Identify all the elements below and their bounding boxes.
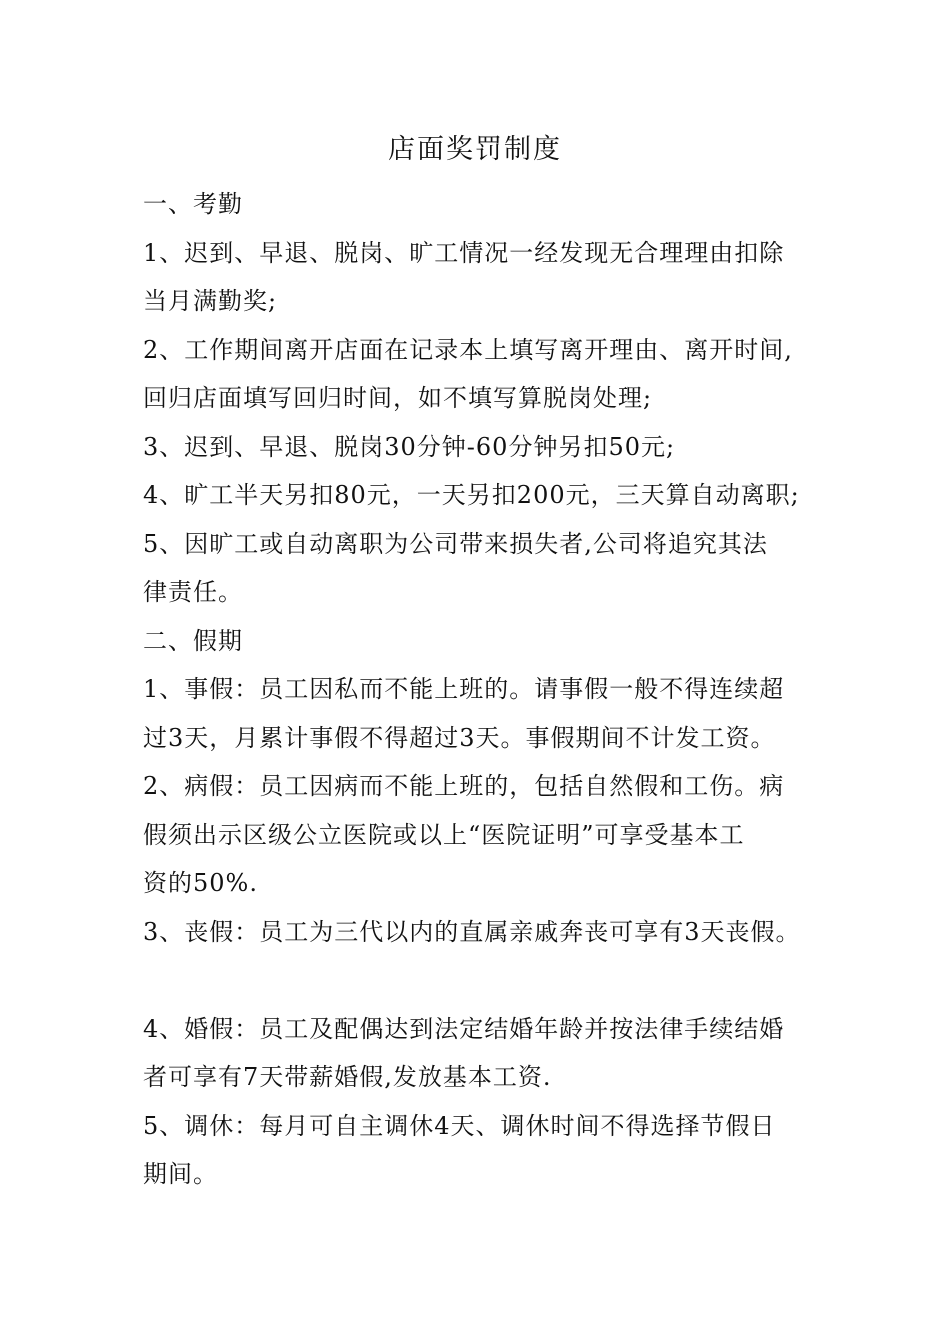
attendance-rule-1-line-1: 1、迟到、早退、脱岗、旷工情况一经发现无合理理由扣除 xyxy=(143,238,785,267)
attendance-rule-3: 3、迟到、早退、脱岗30分钟-60分钟另扣50元; xyxy=(143,432,676,461)
blank-line xyxy=(143,956,823,1005)
leave-rule-5-line-1: 5、调休：每月可自主调休4天、调休时间不得选择节假日 xyxy=(143,1111,776,1140)
section-heading-attendance: 一、考勤 xyxy=(143,190,243,218)
attendance-rule-4: 4、旷工半天另扣80元，一天另扣200元，三天算自动离职; xyxy=(143,481,800,509)
leave-rule-1-line-1: 1、事假：员工因私而不能上班的。请事假一般不得连续超 xyxy=(143,675,785,703)
attendance-rule-5-line-2: 律责任。 xyxy=(143,578,243,606)
attendance-rule-1-line-2: 当月满勤奖; xyxy=(143,287,278,315)
leave-rule-2-line-2: 假须出示区级公立医院或以上“医院证明”可享受基本工 xyxy=(143,820,745,849)
section-heading-leave: 二、假期 xyxy=(143,626,243,655)
attendance-rule-5-line-1: 5、因旷工或自动离职为公司带来损失者,公司将追究其法 xyxy=(143,529,768,558)
leave-rule-3: 3、丧假：员工为三代以内的直属亲戚奔丧可享有3天丧假。 xyxy=(143,917,801,946)
leave-rule-1-line-2: 过3天，月累计事假不得超过3天。事假期间不计发工资。 xyxy=(143,723,776,752)
leave-rule-4-line-2: 者可享有7天带薪婚假,发放基本工资. xyxy=(143,1063,552,1091)
leave-rule-2-line-3: 资的50%. xyxy=(143,869,258,897)
leave-rule-2-line-1: 2、病假：员工因病而不能上班的，包括自然假和工伤。病 xyxy=(143,772,785,800)
attendance-rule-2-line-2: 回归店面填写回归时间，如不填写算脱岗处理; xyxy=(143,384,653,412)
document-body xyxy=(143,180,823,1199)
leave-rule-4-line-1: 4、婚假：员工及配偶达到法定结婚年龄并按法律手续结婚 xyxy=(143,1014,785,1043)
attendance-rule-2-line-1: 2、工作期间离开店面在记录本上填写离开理由、离开时间, xyxy=(143,335,793,364)
leave-rule-5-line-2: 期间。 xyxy=(143,1160,218,1188)
document-title: 店面奖罚制度 xyxy=(388,134,562,165)
